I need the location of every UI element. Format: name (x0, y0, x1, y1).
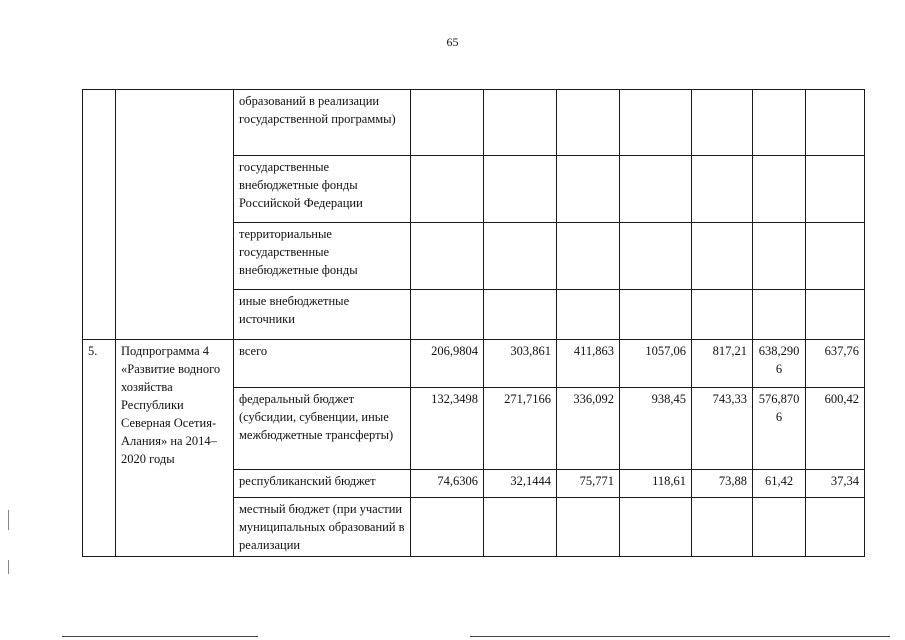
value-cell: 638,2906 (753, 340, 806, 388)
value-cell: 37,34 (806, 470, 865, 498)
value-cell (806, 156, 865, 223)
value-cell: 743,33 (692, 388, 753, 470)
value-cell (411, 223, 484, 290)
value-cell: 576,8706 (753, 388, 806, 470)
value-cell (806, 290, 865, 340)
source-cell: территориальные государственные внебюджетные фонды (234, 223, 411, 290)
source-cell: государственные внебюджетные фонды Российской Федерации (234, 156, 411, 223)
scan-artifact-mark (8, 560, 9, 574)
value-cell (484, 156, 557, 223)
source-cell: иные внебюджетные источники (234, 290, 411, 340)
value-cell (806, 90, 865, 156)
value-cell (692, 290, 753, 340)
value-cell (806, 223, 865, 290)
value-cell: 411,863 (557, 340, 620, 388)
value-cell: 75,771 (557, 470, 620, 498)
value-cell (753, 223, 806, 290)
value-cell (620, 156, 692, 223)
number-cell (83, 90, 116, 340)
value-cell: 600,42 (806, 388, 865, 470)
budget-table (82, 89, 865, 557)
value-cell (557, 223, 620, 290)
value-cell (692, 156, 753, 223)
value-cell: 32,1444 (484, 470, 557, 498)
value-cell (484, 290, 557, 340)
value-cell (411, 90, 484, 156)
value-cell (484, 498, 557, 557)
value-cell (557, 290, 620, 340)
source-cell: местный бюджет (при участии муниципальных образований в реализации (234, 498, 411, 557)
value-cell: 73,88 (692, 470, 753, 498)
page-number: 65 (446, 35, 459, 49)
value-cell: 817,21 (692, 340, 753, 388)
scan-artifact-line (470, 636, 890, 637)
value-cell: 303,861 (484, 340, 557, 388)
value-cell: 132,3498 (411, 388, 484, 470)
value-cell (620, 290, 692, 340)
value-cell (411, 498, 484, 557)
value-cell (692, 223, 753, 290)
source-cell: федеральный бюджет (субсидии, субвенции, иные межбюджетные трансферты) (234, 388, 411, 470)
value-cell (692, 90, 753, 156)
value-cell: 1057,06 (620, 340, 692, 388)
number-cell: 5. (83, 340, 116, 557)
value-cell (753, 290, 806, 340)
value-cell: 938,45 (620, 388, 692, 470)
scan-artifact-line (62, 636, 258, 637)
value-cell: 61,42 (753, 470, 806, 498)
table-row (83, 90, 865, 156)
table-row (83, 340, 865, 388)
value-cell (753, 498, 806, 557)
program-cell: Подпрограмма 4 «Развитие водного хозяйства Республики Северная Осетия-Алания» на 2014– 2020 годы (116, 340, 234, 557)
value-cell (620, 223, 692, 290)
value-cell (411, 156, 484, 223)
value-cell (753, 90, 806, 156)
value-cell (806, 498, 865, 557)
value-cell: 637,76 (806, 340, 865, 388)
source-cell: образований в реализации государственной программы) (234, 90, 411, 156)
source-cell: республиканский бюджет (234, 470, 411, 498)
value-cell: 336,092 (557, 388, 620, 470)
program-cell (116, 90, 234, 340)
scan-artifact-mark (8, 510, 9, 530)
value-cell (753, 156, 806, 223)
value-cell: 74,6306 (411, 470, 484, 498)
value-cell (620, 90, 692, 156)
value-cell (484, 223, 557, 290)
value-cell (557, 498, 620, 557)
value-cell (557, 90, 620, 156)
value-cell: 271,7166 (484, 388, 557, 470)
value-cell: 206,9804 (411, 340, 484, 388)
value-cell: 118,61 (620, 470, 692, 498)
value-cell (692, 498, 753, 557)
value-cell (557, 156, 620, 223)
value-cell (484, 90, 557, 156)
value-cell (411, 290, 484, 340)
value-cell (620, 498, 692, 557)
source-cell: всего (234, 340, 411, 388)
